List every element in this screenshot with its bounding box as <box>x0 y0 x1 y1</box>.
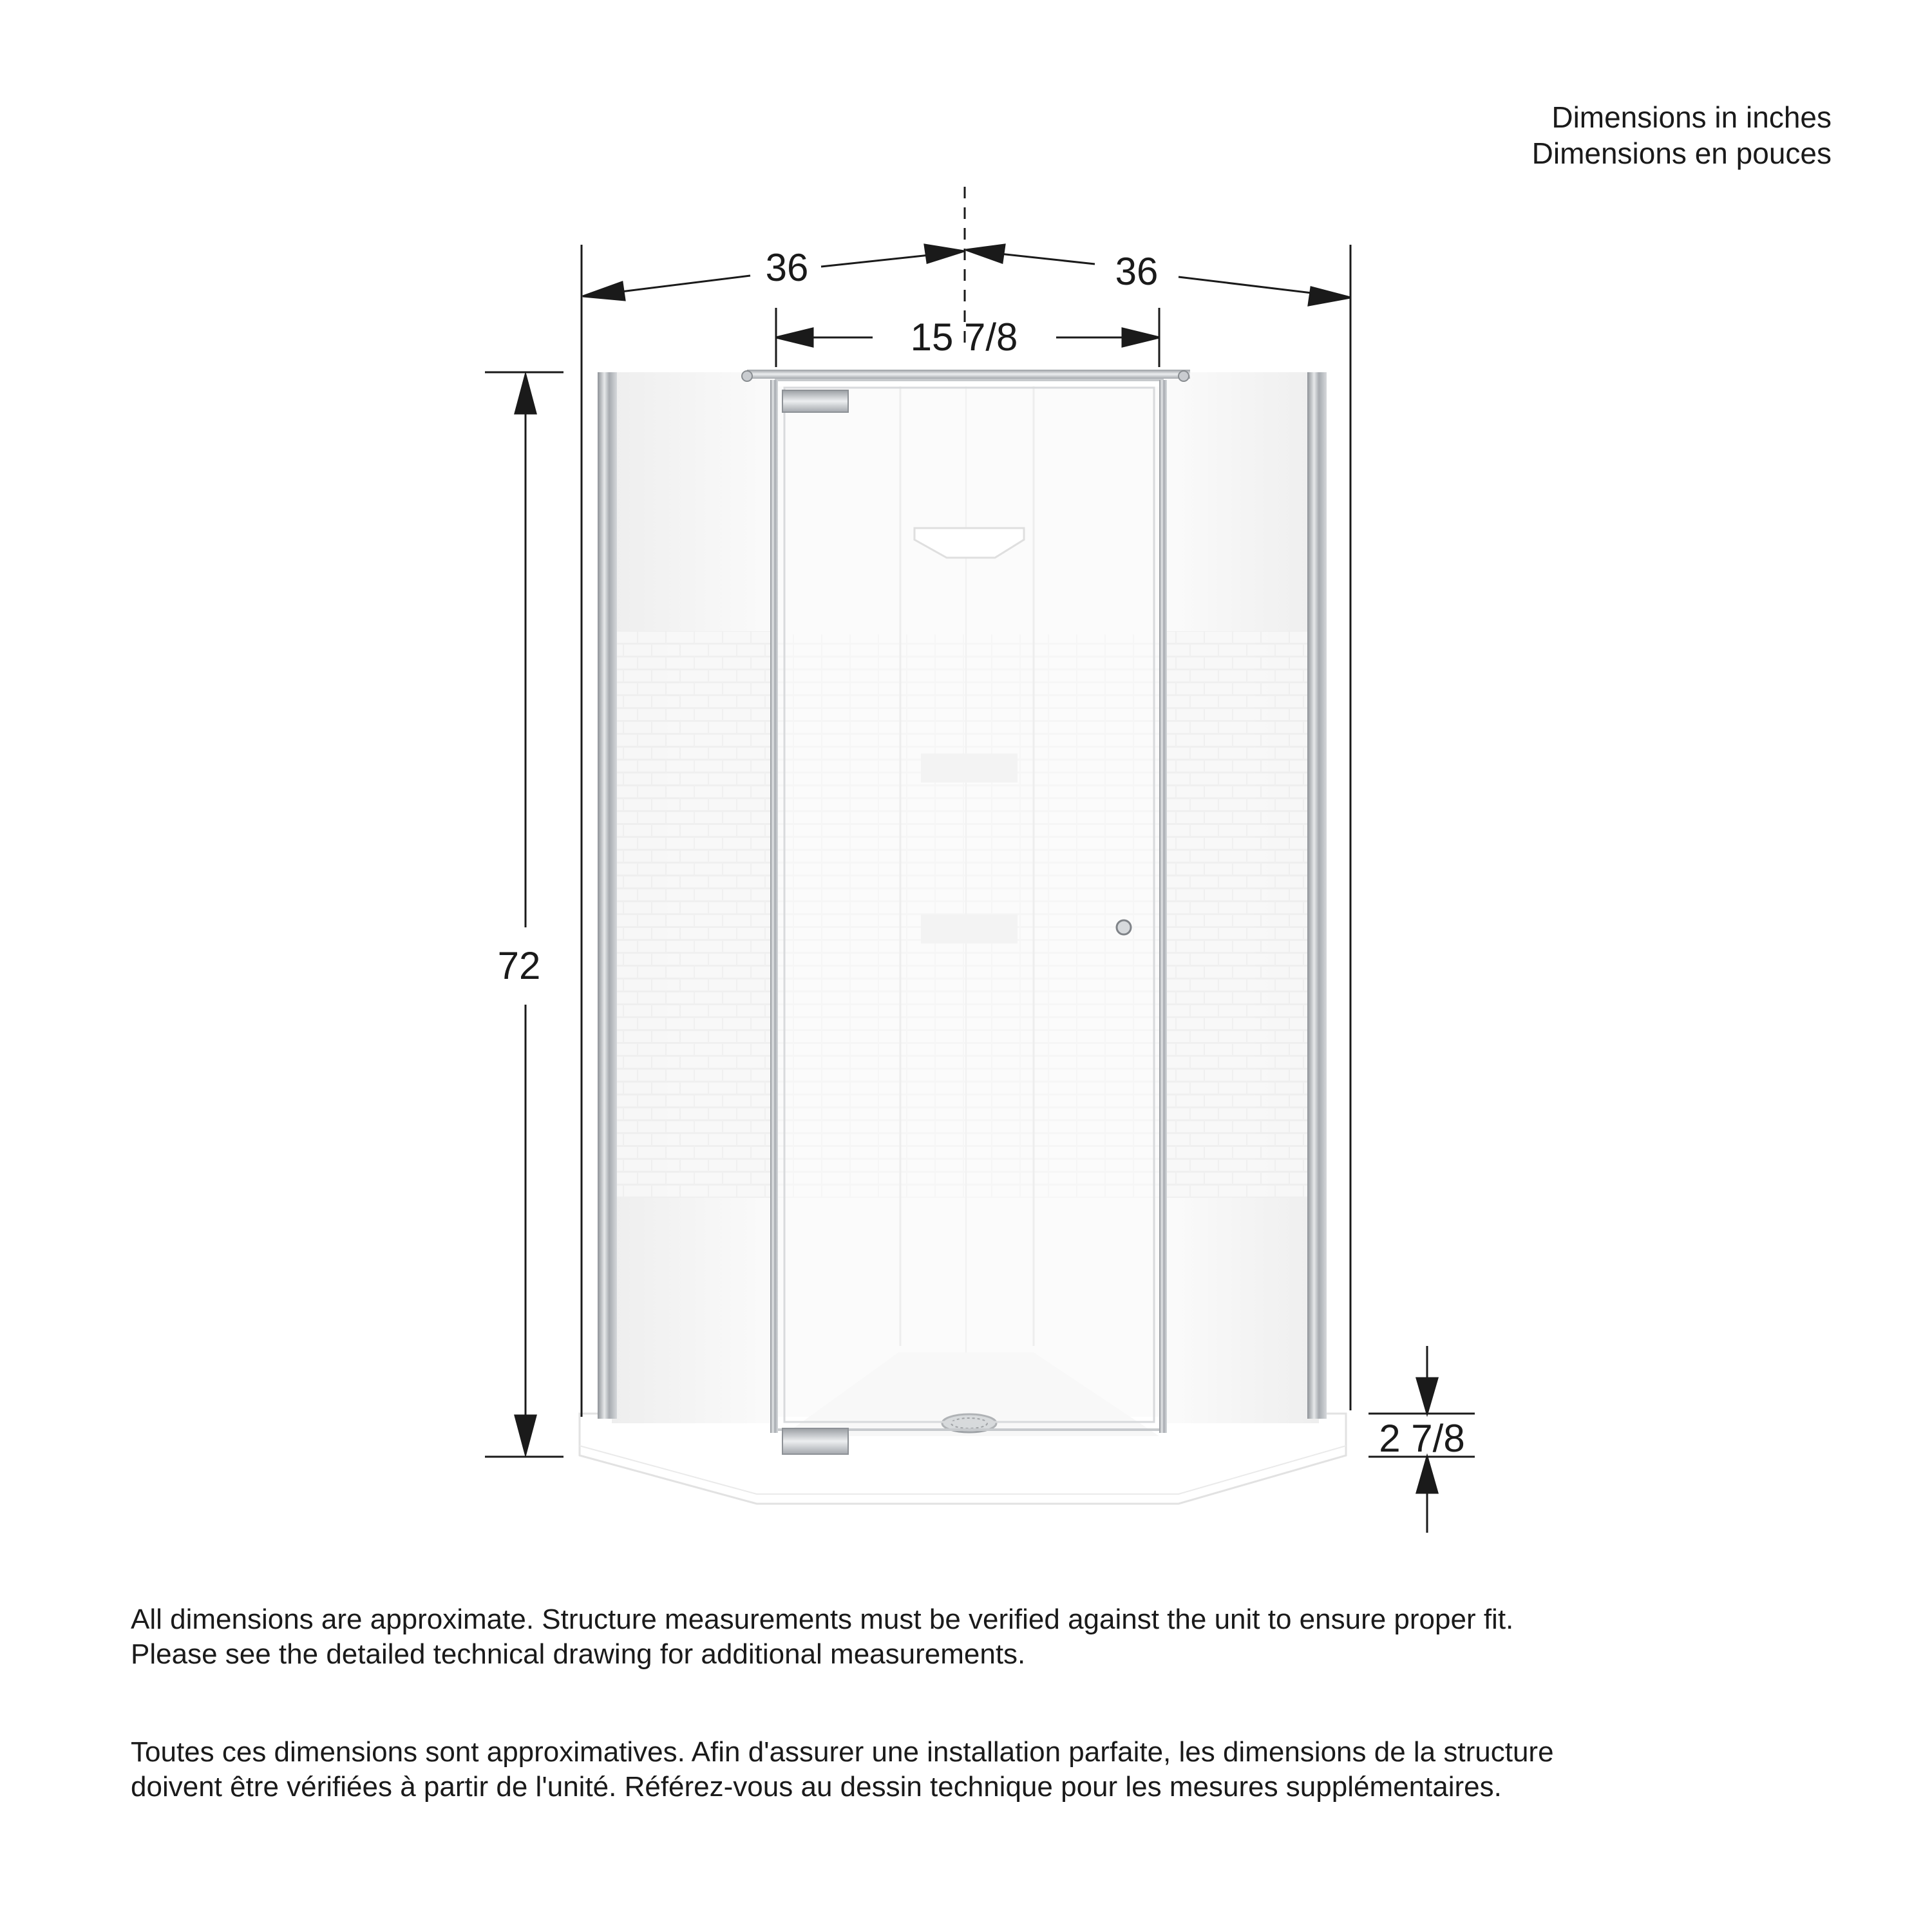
units-english: Dimensions in inches <box>1551 100 1832 134</box>
arrowhead-door-right <box>1122 328 1159 346</box>
arrowhead-width-right-inner <box>966 245 1005 263</box>
right-door-post <box>1159 380 1167 1433</box>
door-hinge-top <box>782 390 848 412</box>
arrowhead-width-left-outer <box>583 282 625 300</box>
arrowhead-base-top <box>1417 1378 1437 1414</box>
base-height-label: 2 7/8 <box>1379 1417 1465 1460</box>
height-label: 72 <box>497 944 541 987</box>
arrowhead-height-top <box>515 375 536 413</box>
width-left-label: 36 <box>765 246 809 289</box>
disclaimer-french: Toutes ces dimensions sont approximatives. Afin d'assurer une installation parfaite, les dimensions de la structure doivent être vérifiées à partir de l'unité. Référez-vous au dessin technique pour les mesures supplémentaires. <box>131 1736 1554 1803</box>
left-door-post <box>770 380 778 1433</box>
door-knob <box>1117 920 1131 934</box>
right-wall-jamb <box>1307 372 1327 1419</box>
width-right-label: 36 <box>1115 250 1159 293</box>
arrowhead-width-left-inner <box>925 245 964 263</box>
door-glass <box>776 380 1162 1430</box>
door-hinge-bottom <box>782 1428 848 1454</box>
disclaimer-english: All dimensions are approximate. Structure measurements must be verified against the unit to ensure proper fit. Please see the detailed technical drawing for additional measurements. <box>131 1604 1514 1670</box>
header-bar <box>747 370 1190 379</box>
dim-line-width-right-b <box>1179 277 1328 295</box>
arrowhead-width-right-outer <box>1309 287 1350 305</box>
arrowhead-height-bottom <box>515 1416 536 1454</box>
arrowhead-door-left <box>776 328 813 346</box>
dim-line-width-left-b <box>821 254 942 267</box>
left-wall-jamb <box>598 372 617 1419</box>
arrowhead-base-bottom <box>1417 1457 1437 1493</box>
shower-illustration <box>580 370 1346 1504</box>
door-opening-label: 15 7/8 <box>910 316 1018 359</box>
units-french: Dimensions en pouces <box>1531 137 1832 170</box>
dim-line-width-left-a <box>605 276 750 294</box>
